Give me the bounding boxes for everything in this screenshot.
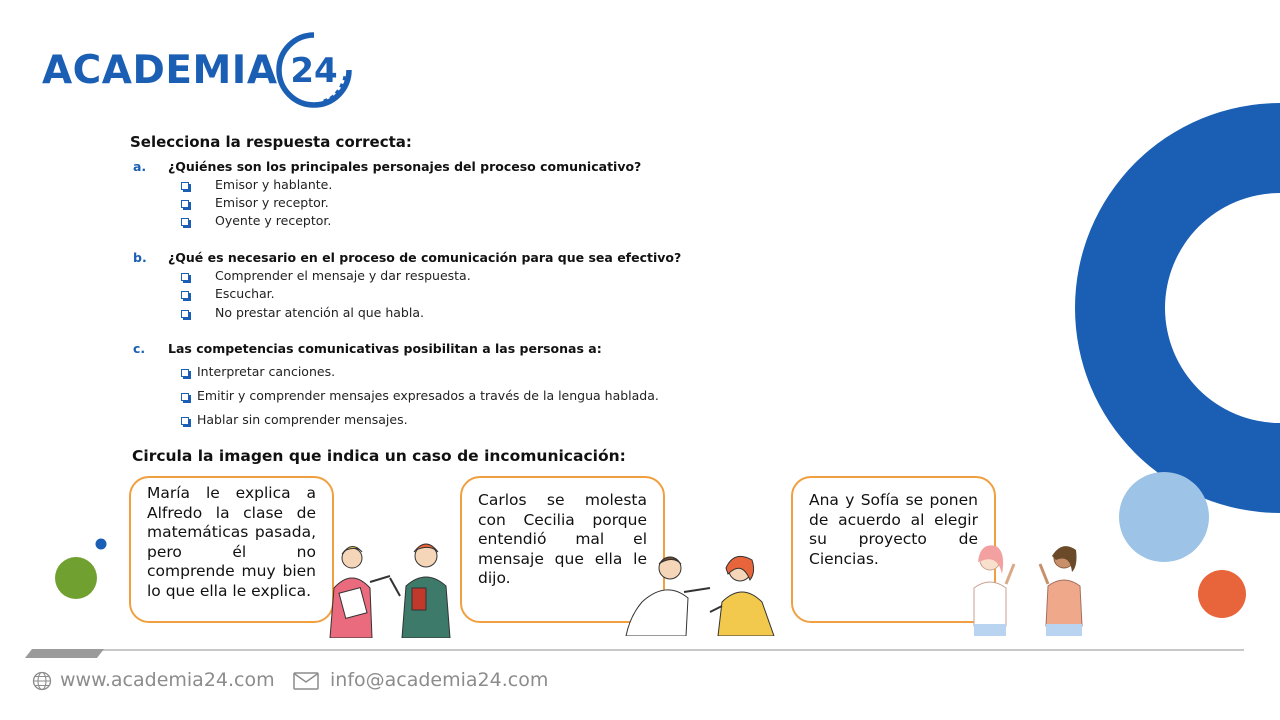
checkbox-icon[interactable] (181, 182, 189, 190)
footer-email-link[interactable]: info@academia24.com (330, 669, 549, 691)
logo-number: 24 (290, 51, 338, 91)
checkbox-icon[interactable] (181, 417, 189, 425)
footer-website-link[interactable]: www.academia24.com (60, 669, 275, 691)
checkbox-icon[interactable] (181, 273, 189, 281)
checkbox-icon[interactable] (181, 310, 189, 318)
option-b1[interactable]: Comprender el mensaje y dar respuesta. (181, 268, 471, 283)
scenario-card-2-text: Carlos se molesta con Cecilia porque entendió mal el mensaje que ella le dijo. (478, 491, 647, 587)
light-blue-circle (1119, 472, 1209, 562)
option-a2[interactable]: Emisor y receptor. (181, 195, 329, 210)
question-b-letter: b. (133, 250, 147, 265)
logo-ring-icon (274, 30, 354, 110)
footer-accent-bar (25, 649, 104, 658)
checkbox-icon[interactable] (181, 218, 189, 226)
question-a-letter: a. (133, 159, 147, 174)
illustration-carlos-cecilia[interactable] (622, 550, 782, 636)
checkbox-icon[interactable] (181, 369, 189, 377)
scenario-card-1-text: María le explica a Alfredo la clase de matemáticas pasada, pero él no comprende muy bien lo que ella le explica. (147, 484, 316, 600)
globe-icon (32, 671, 52, 691)
activity-title: Circula la imagen que indica un caso de incomunicación: (132, 447, 626, 465)
blue-arc-decoration (1075, 103, 1280, 513)
logo-wordmark: ACADEMIA (42, 48, 278, 93)
question-c-letter: c. (133, 341, 146, 356)
scenario-card-1[interactable] (129, 476, 334, 623)
logo (42, 30, 362, 110)
option-a1[interactable]: Emisor y hablante. (181, 177, 332, 192)
green-circle (55, 557, 97, 599)
orange-circle (1198, 570, 1246, 618)
scenario-card-3-text: Ana y Sofía se ponen de acuerdo al elegir su proyecto de Ciencias. (809, 491, 978, 568)
option-c1[interactable]: Interpretar canciones. (181, 364, 335, 379)
envelope-icon (293, 672, 319, 690)
illustration-maria-alfredo[interactable] (312, 538, 462, 638)
checkbox-icon[interactable] (181, 291, 189, 299)
question-b-text: ¿Qué es necesario en el proceso de comunicación para que sea efectivo? (168, 250, 682, 265)
option-a3[interactable]: Oyente y receptor. (181, 213, 331, 228)
footer-divider (32, 649, 1244, 651)
question-c-text: Las competencias comunicativas posibilitan a las personas a: (168, 341, 602, 356)
option-b2[interactable]: Escuchar. (181, 286, 275, 301)
option-b3[interactable]: No prestar atención al que habla. (181, 305, 424, 320)
question-a-text: ¿Quiénes son los principales personajes del proceso comunicativo? (168, 159, 642, 174)
small-blue-dot (96, 539, 107, 550)
option-c2[interactable]: Emitir y comprender mensajes expresados a través de la lengua hablada. (181, 388, 659, 403)
section-title: Selecciona la respuesta correcta: (130, 133, 412, 151)
checkbox-icon[interactable] (181, 393, 189, 401)
option-c3[interactable]: Hablar sin comprender mensajes. (181, 412, 408, 427)
illustration-ana-sofia[interactable] (966, 540, 1092, 636)
checkbox-icon[interactable] (181, 200, 189, 208)
